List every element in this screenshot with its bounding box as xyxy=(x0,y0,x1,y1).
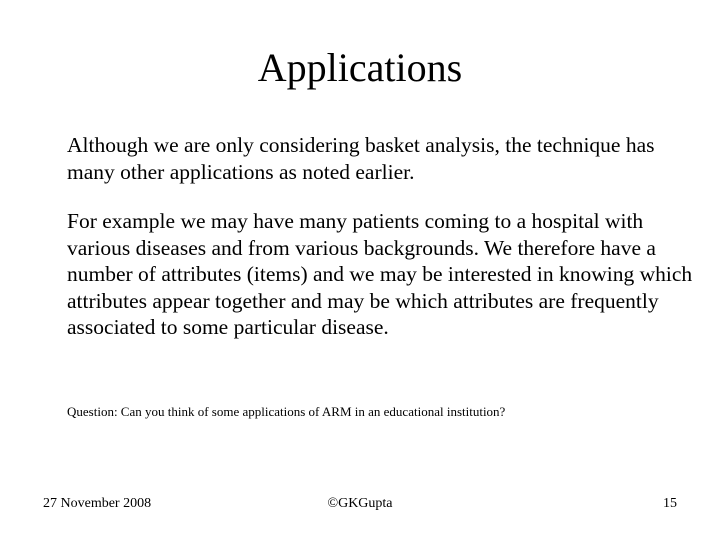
paragraph-hospital-example: For example we may have many patients coming to a hospital with various diseases and from various backgrounds. We therefore have a number of attributes (items) and we may be interested in knowing which attributes appear together and may be which attributes are frequently associated to some particular disease. xyxy=(67,209,693,339)
footer-copyright: ©GKGupta xyxy=(327,496,393,511)
paragraph-basket-analysis: Although we are only considering basket analysis, the technique has many other applications as noted earlier. xyxy=(67,133,655,184)
question-text: Question: Can you think of some applications of ARM in an educational institution? xyxy=(67,404,506,419)
slide-title: Applications xyxy=(257,45,463,90)
footer-page-number: 15 xyxy=(663,496,677,511)
footer-date: 27 November 2008 xyxy=(43,496,152,511)
